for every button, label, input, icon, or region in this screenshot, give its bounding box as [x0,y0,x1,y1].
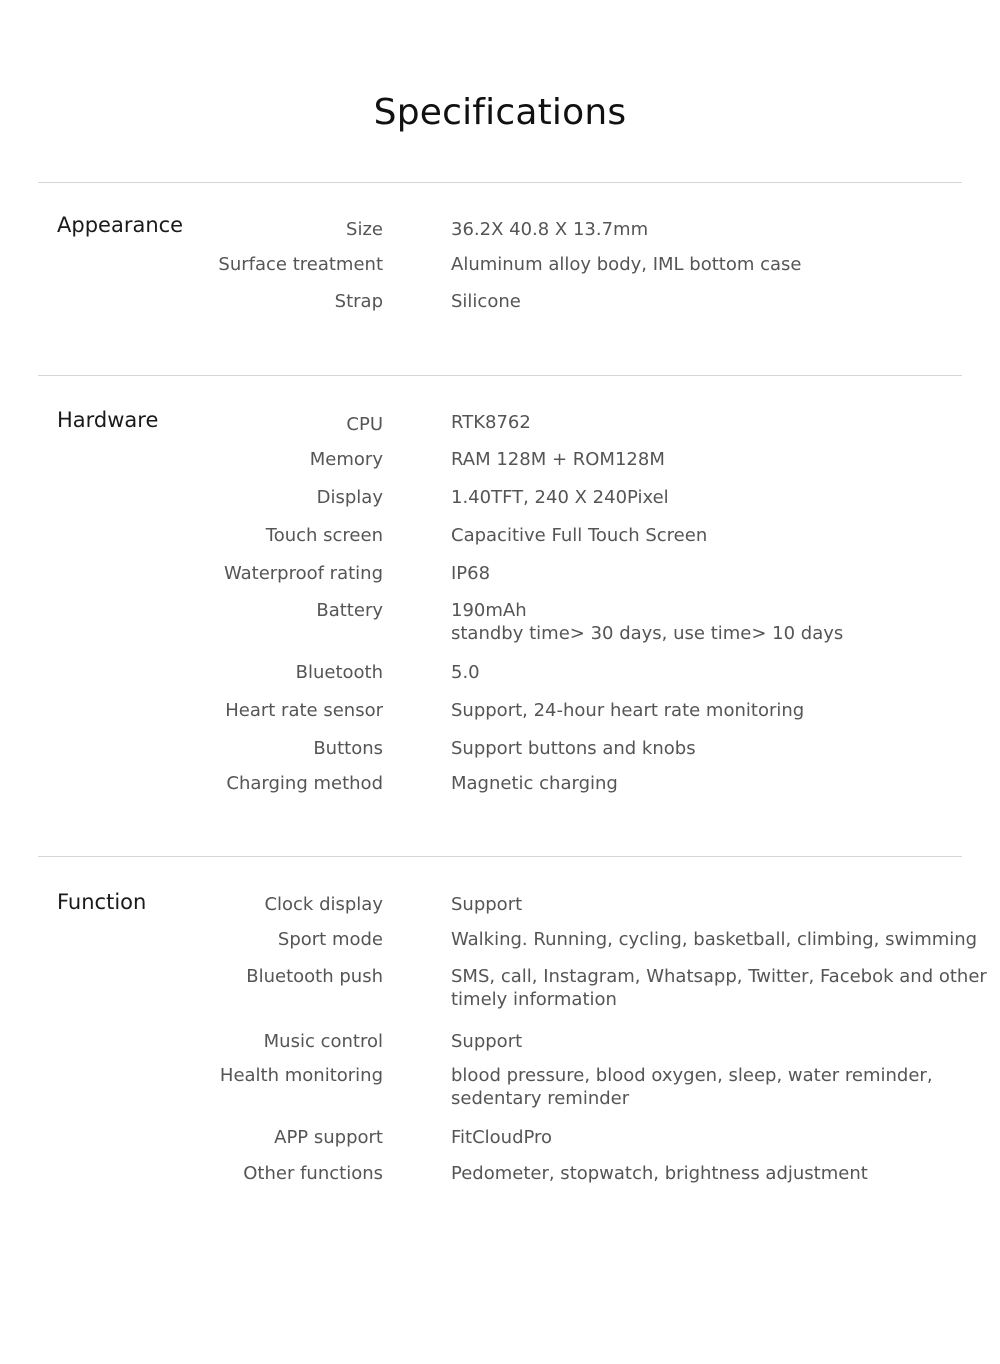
spec-label-display: Display [316,487,383,508]
spec-label-sport-mode: Sport mode [277,929,383,950]
spec-label-memory: Memory [309,449,383,470]
spec-value-surface-treatment: Aluminum alloy body, IML bottom case [451,254,802,275]
spec-value-battery: 190mAh standby time> 30 days, use time> 10 days [451,600,844,644]
spec-label-health-monitoring: Health monitoring [219,1065,383,1086]
spec-value-clock-display: Support [451,894,523,915]
spec-value-health-monitoring: blood pressure, blood oxygen, sleep, water reminder, sedentary reminder [451,1065,933,1109]
page-title: Specifications [373,92,627,133]
spec-value-memory: RAM 128M + ROM128M [451,449,665,470]
section-title-function: Function [57,890,147,914]
spec-label-music-control: Music control [263,1031,383,1052]
spec-value-cpu: RTK8762 [451,412,531,433]
spec-value-bluetooth-push: SMS, call, Instagram, Whatsapp, Twitter, Facebok and other timely information [451,966,987,1010]
section-divider [38,375,962,376]
spec-label-size: Size [346,219,383,240]
spec-label-app-support: APP support [274,1127,383,1148]
spec-label-buttons: Buttons [313,738,383,759]
spec-label-surface-treatment: Surface treatment [218,254,383,275]
spec-value-charging-method: Magnetic charging [451,773,618,794]
spec-value-other-functions: Pedometer, stopwatch, brightness adjustment [451,1163,868,1184]
spec-value-app-support: FitCloudPro [451,1127,553,1148]
spec-value-waterproof-rating: IP68 [451,563,491,584]
spec-value-music-control: Support [451,1031,523,1052]
spec-value-sport-mode: Walking. Running, cycling, basketball, climbing, swimming [451,929,978,950]
spec-label-battery: Battery [316,600,383,621]
section-divider [38,856,962,857]
spec-label-clock-display: Clock display [264,894,383,915]
spec-label-other-functions: Other functions [243,1163,383,1184]
spec-value-size: 36.2X 40.8 X 13.7mm [451,219,649,240]
spec-label-charging-method: Charging method [226,773,383,794]
spec-value-touch-screen: Capacitive Full Touch Screen [451,525,708,546]
spec-value-strap: Silicone [451,291,521,312]
section-divider [38,182,962,183]
spec-value-heart-rate-sensor: Support, 24-hour heart rate monitoring [451,700,805,721]
section-title-appearance: Appearance [57,213,184,237]
spec-label-heart-rate-sensor: Heart rate sensor [225,700,383,721]
spec-value-bluetooth: 5.0 [451,662,480,683]
spec-label-cpu: CPU [346,414,383,435]
spec-label-bluetooth: Bluetooth [295,662,383,683]
spec-label-waterproof-rating: Waterproof rating [223,563,383,584]
spec-label-touch-screen: Touch screen [265,525,383,546]
spec-value-buttons: Support buttons and knobs [451,738,696,759]
spec-value-display: 1.40TFT, 240 X 240Pixel [451,487,669,508]
section-title-hardware: Hardware [57,408,159,432]
spec-label-strap: Strap [334,291,383,312]
spec-label-bluetooth-push: Bluetooth push [246,966,383,987]
